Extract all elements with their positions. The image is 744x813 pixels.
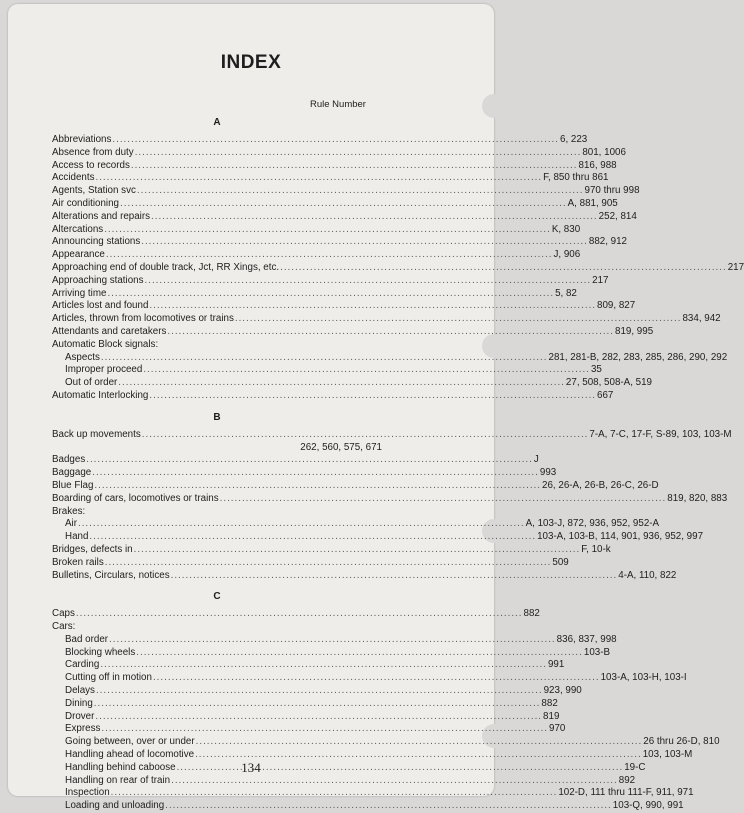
entry-label: Altercations [52, 223, 104, 235]
index-entry [52, 621, 382, 634]
dot-leader [93, 480, 542, 493]
dot-leader [170, 775, 619, 788]
entry-rule-numbers: 252, 814 [598, 210, 637, 222]
entry-label: Out of order [65, 377, 118, 389]
dot-leader [170, 570, 619, 583]
page-number: 134 [241, 760, 261, 775]
entry-label: Blue Flag [52, 479, 94, 491]
rule-number-header: Rule Number [310, 99, 366, 110]
entry-label: Announcing stations [52, 236, 141, 248]
entry-label: Handling on rear of train [65, 774, 171, 786]
entry-rule-numbers: 882, 912 [588, 236, 628, 248]
dot-leader [148, 300, 597, 313]
dot-leader [141, 429, 590, 442]
index-entry [52, 261, 744, 275]
dot-leader [100, 352, 549, 365]
entry-rule-numbers: F, 850 thru 861 [543, 172, 609, 184]
entry-rule-numbers: 970 thru 998 [584, 185, 640, 197]
dot-leader [77, 518, 526, 531]
entry-rule-numbers: 217 [727, 261, 744, 273]
dot-leader [234, 313, 683, 326]
dot-leader [140, 236, 589, 249]
dot-leader [164, 800, 613, 813]
dot-leader [136, 185, 585, 198]
dot-leader [108, 634, 557, 647]
entry-label: Bridges, defects in [52, 543, 133, 555]
entry-label: Handling ahead of locomotive [65, 749, 195, 761]
entry-label: Hand [65, 531, 89, 543]
index-entry [52, 339, 382, 352]
entry-rule-numbers: 103-A, 103-H, 103-I [600, 672, 687, 684]
dot-leader [85, 454, 534, 467]
dot-leader [195, 736, 644, 749]
dot-leader [111, 134, 560, 147]
entry-rule-numbers: 509 [552, 556, 569, 568]
entry-rule-numbers: 35 [590, 364, 602, 376]
index-page [8, 4, 744, 812]
entry-rule-numbers: 667 [597, 389, 614, 401]
section-letter-a: A [213, 117, 221, 128]
entry-continuation [52, 442, 382, 455]
index-entry [52, 672, 687, 685]
entry-rule-numbers: J, 906 [553, 249, 581, 261]
index-entry [52, 274, 609, 288]
entry-label: Badges [52, 454, 86, 466]
entry-label: Blocking wheels [65, 646, 136, 658]
dot-leader [150, 211, 599, 224]
entry-label: Going between, over or under [65, 736, 195, 748]
entry-rule-numbers: 217 [592, 274, 609, 286]
dot-leader [95, 685, 544, 698]
index-entry [52, 800, 684, 813]
entry-label: Inspection [65, 787, 110, 799]
dot-leader [110, 787, 559, 800]
index-entry [52, 185, 640, 198]
entry-label: Carding [65, 659, 100, 671]
index-entry [52, 710, 560, 724]
entry-label: Dining [65, 697, 93, 709]
index-entries [52, 115, 744, 813]
index-entry [52, 479, 659, 493]
entry-label: Access to records [52, 159, 130, 171]
section-letter-b: B [213, 411, 221, 423]
dot-leader [119, 198, 568, 211]
entry-label: Attendants and caretakers [52, 325, 167, 337]
dot-leader [279, 262, 728, 275]
index-entry [52, 531, 704, 544]
entry-label: Bad order [65, 633, 109, 645]
index-entry [52, 633, 617, 647]
entry-rule-numbers: A, 103-J, 872, 936, 952, 952-A [525, 518, 660, 530]
entry-label: Boarding of cars, locomotives or trains [52, 492, 219, 504]
entry-rule-numbers: 4-A, 110, 822 [618, 569, 677, 581]
index-entry [52, 325, 654, 339]
entry-rule-numbers: 103-B [583, 646, 611, 658]
index-entry [52, 313, 721, 326]
entry-label: Abbreviations [52, 134, 112, 145]
entry-rule-numbers: 970 [549, 723, 566, 735]
index-entry [52, 159, 617, 173]
entry-label: Arriving time [52, 287, 107, 299]
dot-leader [94, 172, 543, 185]
index-entry [52, 364, 602, 377]
index-entry [52, 518, 660, 531]
entry-rule-numbers: 103-A, 103-B, 114, 901, 936, 952, 997 [537, 531, 704, 543]
binder-hole [482, 94, 506, 118]
entry-label: Express [65, 723, 101, 735]
entry-rule-numbers: J [533, 454, 539, 466]
index-entry [52, 134, 588, 147]
entry-rule-numbers: 836, 837, 998 [556, 633, 617, 645]
entry-label: Handling behind caboose [65, 761, 176, 773]
entry-rule-numbers: 993 [539, 467, 557, 479]
entry-rule-numbers: A, 881, 905 [567, 197, 618, 209]
entry-label: Cars: [52, 621, 76, 633]
entry-rule-numbers: 882 [523, 608, 540, 620]
entry-rule-numbers: 19-C [624, 761, 646, 773]
index-entry [52, 492, 728, 506]
entry-rule-numbers: 882 [541, 697, 558, 709]
index-entry [52, 774, 636, 788]
entry-rule-numbers: 819, 995 [615, 325, 654, 337]
entry-rule-numbers: 262, 560, 575, 671 [300, 441, 382, 453]
index-entry [52, 569, 677, 583]
index-entry [52, 197, 618, 211]
index-entry [52, 608, 540, 621]
index-entry [52, 389, 614, 403]
index-entry [52, 467, 557, 480]
entry-label: Automatic Block signals: [52, 338, 159, 350]
entry-rule-numbers: 819, 820, 883 [667, 492, 728, 504]
entry-rule-numbers: 991 [547, 659, 565, 671]
entry-label: Air conditioning [52, 197, 119, 209]
index-entry [52, 300, 636, 313]
entry-rule-numbers: F, 10-k [581, 543, 611, 555]
index-entry [52, 454, 539, 467]
entry-label: Caps [52, 608, 75, 620]
dot-leader [117, 377, 566, 390]
entry-label: Agents, Station svc [52, 185, 136, 197]
index-entry [52, 287, 577, 301]
dot-leader [219, 493, 668, 506]
entry-label: Back up movements [52, 428, 141, 440]
index-entry [52, 787, 694, 800]
index-entry [52, 351, 728, 365]
entry-label: Broken rails [52, 556, 104, 568]
dot-leader [106, 288, 555, 301]
dot-leader [99, 659, 548, 672]
dot-leader [148, 390, 597, 403]
entry-label: Cutting off in motion [65, 672, 152, 684]
index-entry [52, 428, 732, 442]
index-entry [52, 646, 611, 660]
entry-label: Improper proceed [65, 364, 143, 376]
entry-rule-numbers: 102-D, 111 thru 111-F, 911, 971 [558, 787, 694, 799]
page-title: INDEX [220, 52, 282, 73]
entry-rule-numbers: 801, 1006 [582, 146, 626, 158]
section-letter-c: C [213, 591, 221, 603]
entry-rule-numbers: 26, 26-A, 26-B, 26-C, 26-D [542, 479, 659, 491]
dot-leader [88, 531, 537, 544]
index-entry [52, 249, 581, 262]
index-entry [52, 223, 581, 237]
entry-rule-numbers: 27, 508, 508-A, 519 [565, 377, 652, 389]
entry-rule-numbers: 819 [543, 710, 560, 722]
dot-leader [134, 147, 583, 160]
entry-rule-numbers: 26 thru 26-D, 810 [643, 736, 720, 748]
dot-leader [103, 224, 552, 237]
entry-rule-numbers: 103-Q, 990, 991 [612, 800, 684, 812]
dot-leader [152, 672, 601, 685]
entry-rule-numbers: 103, 103-M [642, 749, 693, 761]
entry-label: Aspects [65, 351, 100, 363]
dot-leader [75, 608, 524, 621]
dot-leader [100, 723, 549, 736]
entry-rule-numbers: 6, 223 [560, 134, 588, 145]
entry-label: Loading and unloading [65, 800, 165, 812]
entry-rule-numbers: 834, 942 [682, 313, 721, 325]
entry-rule-numbers: 892 [618, 774, 636, 786]
entry-rule-numbers: 7-A, 7-C, 17-F, S-89, 103, 103-M [589, 428, 732, 440]
dot-leader [144, 275, 593, 288]
dot-leader [104, 557, 553, 570]
index-entry [52, 736, 720, 749]
entry-label: Articles, thrown from locomotives or trains [52, 313, 234, 325]
entry-label: Delays [65, 685, 95, 697]
dot-leader [105, 249, 554, 262]
dot-leader [91, 467, 540, 480]
index-entry [52, 659, 565, 672]
index-entry [52, 506, 382, 519]
entry-label: Brakes: [52, 505, 86, 517]
index-entry [52, 723, 566, 736]
entry-label: Approaching stations [52, 274, 144, 286]
entry-rule-numbers: 281, 281-B, 282, 283, 285, 286, 290, 292 [548, 351, 728, 363]
entry-label: Accidents [52, 172, 95, 184]
dot-leader [130, 160, 579, 173]
index-entry [52, 377, 652, 390]
index-entry [52, 172, 609, 185]
entry-rule-numbers: 5, 82 [555, 287, 577, 299]
dot-leader [133, 544, 582, 557]
dot-leader [94, 711, 543, 724]
index-entry [52, 236, 628, 249]
entry-rule-numbers: K, 830 [551, 223, 581, 235]
index-entry [52, 210, 637, 224]
entry-rule-numbers: 809, 827 [597, 300, 636, 312]
entry-label: Air [65, 518, 77, 530]
entry-label: Absence from duty [52, 146, 134, 158]
entry-label: Drover [65, 710, 95, 722]
dot-leader [142, 364, 591, 377]
entry-label: Alterations and repairs [52, 210, 151, 222]
entry-label: Bulletins, Circulars, notices [52, 569, 170, 581]
entry-label: Automatic Interlocking [52, 389, 149, 401]
entry-label: Appearance [52, 249, 105, 261]
entry-rule-numbers: 816, 988 [578, 159, 617, 171]
index-entry [52, 556, 569, 570]
index-entry [52, 543, 611, 557]
dot-leader [93, 698, 542, 711]
entry-label: Articles lost and found [52, 300, 149, 312]
index-entry [52, 685, 582, 698]
dot-leader [166, 326, 615, 339]
index-entry [52, 146, 626, 160]
index-entry [52, 697, 558, 711]
entry-label: Baggage [52, 467, 92, 479]
entry-label: Approaching end of double track, Jct, RR Xings, etc. [52, 261, 280, 273]
dot-leader [135, 647, 584, 660]
entry-rule-numbers: 923, 990 [543, 685, 582, 697]
